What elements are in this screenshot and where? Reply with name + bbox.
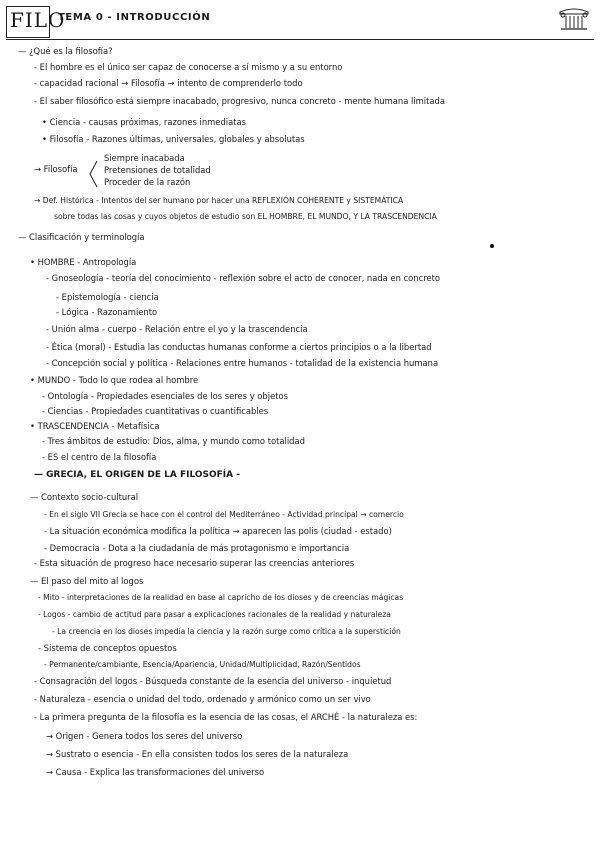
note-line: • HOMBRE - Antropología <box>30 257 137 267</box>
note-line: - Permanente/cambiante, Esencia/Apariencia, Unidad/Multiplicidad, Razón/Sentidos <box>44 660 361 669</box>
note-line: • TRASCENDENCIA - Metafísica <box>30 421 160 431</box>
header-divider <box>6 39 594 40</box>
note-line: Proceder de la razón <box>104 177 191 187</box>
note-line: - capacidad racional → Filosofía → intento de comprenderlo todo <box>34 78 303 88</box>
note-line: - En el siglo VII Grecia se hace con el control del Mediterráneo - Actividad principal → comercio <box>44 510 404 519</box>
note-line: - Naturaleza - esencia o unidad del todo, ordenado y armónico como un ser vivo <box>34 694 371 704</box>
heading-clasificacion: — Clasificación y terminología <box>18 232 145 242</box>
note-line: • Filosofía - Razones últimas, universales, globales y absolutas <box>42 134 305 144</box>
greek-column-icon <box>558 6 590 32</box>
note-line: - La primera pregunta de la filosofía es la esencia de las cosas, el ARCHÉ - la naturaleza es: <box>34 712 418 722</box>
note-line: - La creencia en los dioses impedía la ciencia y la razón surge como crítica a la superstición <box>52 627 401 636</box>
note-line: - Mito - interpretaciones de la realidad en base al capricho de los dioses y de creencias mágicas <box>38 593 404 602</box>
note-line: Pretensiones de totalidad <box>104 165 211 175</box>
note-line: - Lógica - Razonamiento <box>56 307 158 317</box>
note-line: sobre todas las cosas y cuyos objetos de estudio son EL HOMBRE, EL MUNDO, Y LA TRASCENDENCIA <box>54 212 437 221</box>
note-line: - La situación económica modifica la política → aparecen las polis (ciudad - estado) <box>44 526 392 536</box>
note-line: Siempre inacabada <box>104 153 185 163</box>
note-line: → Origen - Genera todos los seres del universo <box>46 731 243 741</box>
note-line: → Filosofía <box>34 164 78 174</box>
ink-dot <box>490 244 494 248</box>
note-line: - Democracia - Dota a la ciudadanía de más protagonismo e importancia <box>44 543 350 553</box>
note-line: → Def. Histórica - Intentos del ser humano por hacer una REFLEXIÓN COHERENTE y SISTEMÁTICA <box>34 196 404 205</box>
note-line: — Contexto socio-cultural <box>30 492 139 502</box>
note-line: - Logos - cambio de actitud para pasar a explicaciones racionales de la realidad y naturaleza <box>38 610 391 619</box>
note-line: → Causa - Explica las transformaciones del universo <box>46 767 265 777</box>
note-line: - El hombre es el único ser capaz de conocerse a sí mismo y a su entorno <box>34 62 343 72</box>
note-line: - Ciencias - Propiedades cuantitativas o cuantificables <box>42 406 269 416</box>
note-line: • Ciencia - causas próximas, razones inmediatas <box>42 117 246 127</box>
note-line: - Concepción social y política - Relaciones entre humanos - totalidad de la existencia humana <box>46 358 439 368</box>
note-line: - Gnoseología - teoría del conocimiento - reflexión sobre el acto de conocer, nada en concreto <box>46 273 441 283</box>
note-line: - Consagración del logos - Búsqueda constante de la esencia del universo - inquietud <box>34 676 392 686</box>
section-heading-grecia: — GRECIA, EL ORIGEN DE LA FILOSOFÍA - <box>34 470 240 480</box>
note-line: — El paso del mito al logos <box>30 576 144 586</box>
note-line: • MUNDO - Todo lo que rodea al hombre <box>30 375 199 385</box>
page-title: FILO <box>10 8 66 32</box>
note-line: - Ética (moral) - Estudia las conductas humanas conforme a ciertos principios o a la libertad <box>46 342 432 352</box>
brace-icon <box>88 160 98 188</box>
note-line: - Tres ámbitos de estudio: Dios, alma, y mundo como totalidad <box>42 436 305 446</box>
note-line: → Sustrato o esencia - En ella consisten todos los seres de la naturaleza <box>46 749 349 759</box>
heading-que-es-filosofia: — ¿Qué es la filosofía? <box>18 46 113 56</box>
note-line: - Unión alma - cuerpo - Relación entre el yo y la trascendencia <box>46 324 308 334</box>
note-line: - Ontología - Propiedades esenciales de los seres y objetos <box>42 391 289 401</box>
note-line: - ES el centro de la filosofía <box>42 452 157 462</box>
note-line: - El saber filosófico está siempre inacabado, progresivo, nunca concreto - mente humana limitada <box>34 96 445 106</box>
note-line: - Epistemología - ciencia <box>56 292 159 302</box>
note-line: - Esta situación de progreso hace necesario superar las creencias anteriores <box>34 558 355 568</box>
note-line: - Sistema de conceptos opuestos <box>38 643 177 653</box>
page-subtitle: TEMA 0 - INTRODUCCIÓN <box>58 12 211 23</box>
